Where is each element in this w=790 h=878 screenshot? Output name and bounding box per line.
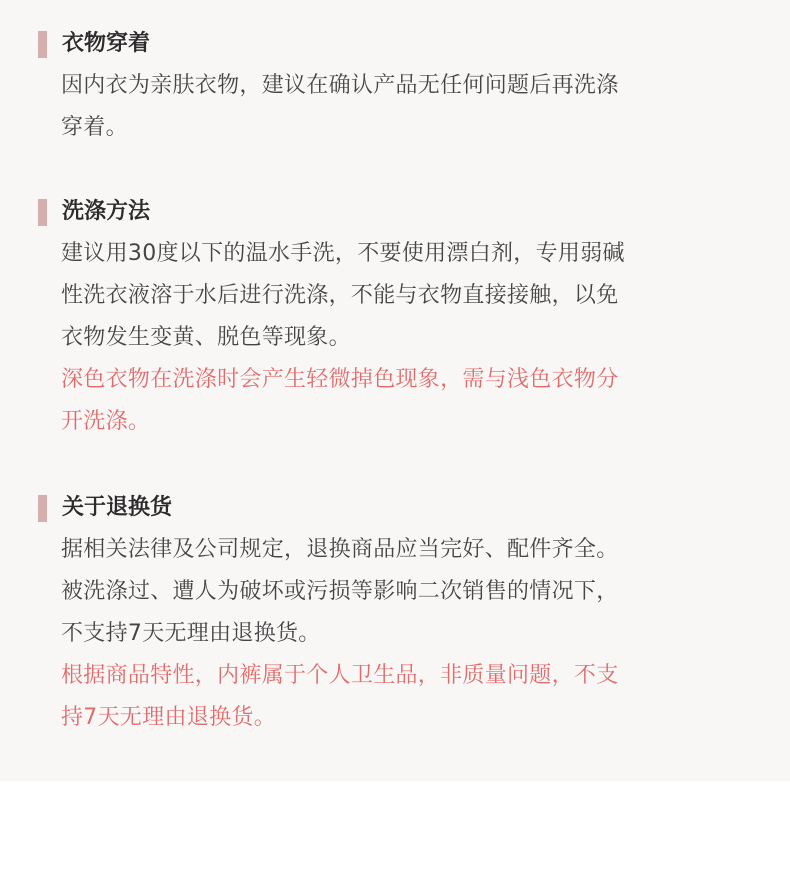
- section-heading: [38, 196, 738, 228]
- section-wearing: [38, 28, 738, 149]
- body-line: 被洗涤过、遭人为破坏或污损等影响二次销售的情况下，: [61, 579, 619, 604]
- section-body: [38, 233, 738, 443]
- heading-accent-bar: [38, 495, 47, 522]
- section-heading: [38, 28, 738, 60]
- section-returns: [38, 492, 738, 739]
- body-line: 衣物发生变黄、脱色等现象。: [61, 325, 351, 350]
- heading-text: 衣物穿着: [62, 31, 151, 56]
- heading-text: 洗涤方法: [62, 199, 151, 224]
- body-line: 穿着。: [61, 115, 128, 140]
- highlight-line: 开洗涤。: [61, 409, 151, 434]
- section-washing: [38, 196, 738, 443]
- heading-text: 关于退换货: [62, 495, 173, 520]
- body-line: 因内衣为亲肤衣物，建议在确认产品无任何问题后再洗涤: [61, 73, 619, 98]
- heading-accent-bar: [38, 199, 47, 226]
- body-line: 据相关法律及公司规定，退换商品应当完好、配件齐全。: [61, 537, 619, 562]
- body-line: 不支持7天无理由退换货。: [61, 621, 321, 646]
- body-line: 性洗衣液溶于水后进行洗涤，不能与衣物直接接触，以免: [61, 283, 619, 308]
- body-line: 建议用30度以下的温水手洗，不要使用漂白剂，专用弱碱: [61, 241, 625, 266]
- section-heading: [38, 492, 738, 524]
- heading-accent-bar: [38, 31, 47, 58]
- section-body: [38, 529, 738, 739]
- section-body: [38, 65, 738, 149]
- highlight-line: 深色衣物在洗涤时会产生轻微掉色现象，需与浅色衣物分: [61, 367, 619, 392]
- highlight-line: 持7天无理由退换货。: [61, 705, 276, 730]
- highlight-line: 根据商品特性，内裤属于个人卫生品，非质量问题，不支: [61, 663, 619, 688]
